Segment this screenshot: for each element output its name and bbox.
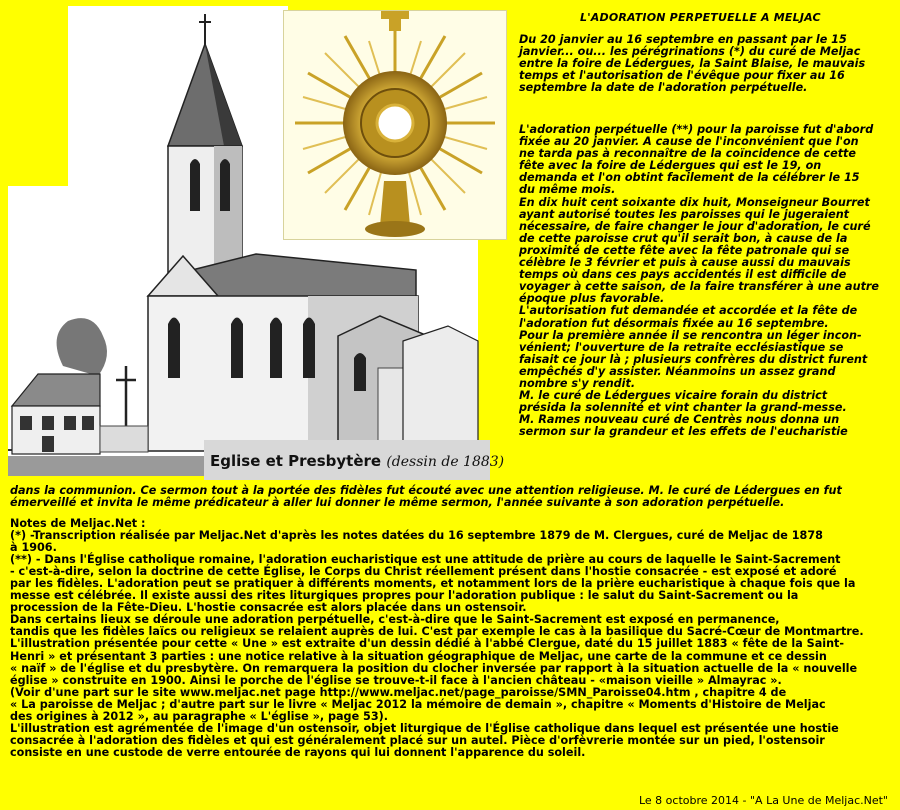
text-line: demanda et l'on obtint facilement de la célébrer le 15	[519, 171, 860, 185]
note-line: consiste en une custode de verre entourée de rayons qui lui donnent l'apparence du soleil.	[10, 745, 586, 759]
caption-main: Eglise et Presbytère	[210, 452, 382, 470]
monstrance-illustration	[284, 11, 506, 239]
text-line: septembre la date de l'adoration perpétuelle.	[519, 81, 808, 95]
note-line: (Voir d'une part sur le site www.meljac.net page http://www.meljac.net/page_paroisse/SMN_Paroisse04.htm , chapitre 4 de	[10, 685, 787, 699]
text-line: M. le curé de Lédergues vicaire forain du district	[519, 389, 828, 403]
note-line: L'illustration présentée pour cette « Une » est extraite d'un dessin dédié à l'abbé Clergue, daté du 15 juillet 1883 « fête de la Saint-	[10, 637, 845, 651]
note-line: L'illustration est agrémentée de l'image d'un ostensoir, objet liturgique de l'Église catholique dans lequel est présentée une hostie	[10, 721, 839, 735]
monstrance-image	[283, 10, 507, 240]
drawing-caption	[210, 452, 504, 470]
note-line: procession de la Fête-Dieu. L'hostie consacrée est alors placée dans un ostensoir.	[10, 601, 527, 615]
text-line: M. Rames nouveau curé de Centrès nous donna un	[519, 413, 840, 427]
text-line: nécessaire, de faire changer le jour d'adoration, le curé	[519, 219, 871, 233]
notes-heading: Notes de Meljac.Net :	[10, 517, 146, 530]
text-line: sermon sur la grandeur et les effets de l'eucharistie	[519, 425, 848, 439]
text-line: Du 20 janvier au 16 septembre en passant par le 15	[519, 33, 847, 46]
text-line: proximité de cette fête avec la fête patronale qui se	[519, 243, 850, 257]
continuation-paragraph	[10, 485, 900, 509]
text-line: L'adoration perpétuelle (**) pour la paroisse fut d'abord	[519, 123, 874, 136]
intro-paragraph	[519, 34, 899, 94]
text-line: L'autorisation fut demandée et accordée et la fête de	[519, 304, 858, 318]
text-line: voyager à cette saison, de la faire transférer à une autre	[519, 280, 880, 294]
page-title: L'ADORATION PERPETUELLE A MELJAC	[580, 11, 821, 24]
text-line: de cette paroisse crut qu'il serait bon, à cause de la	[519, 231, 848, 245]
note-line: (**) - Dans l'Église catholique romaine, l'adoration eucharistique est une attitude de prière au cours de laquelle le Saint-Sacrement	[10, 553, 841, 567]
note-line: à 1906.	[10, 541, 57, 555]
note-line: Henri » et présentant 3 parties : une notice relative à la situation géographique de Meljac, une carte de la commune et ce dessin	[10, 649, 827, 663]
text-line: ne tarda pas à reconnaître de la coïncidence de cette	[519, 147, 856, 161]
footer-date: Le 8 octobre 2014 - "A La Une de Meljac.Net"	[638, 794, 888, 807]
text-line: l'adoration fut désormais fixée au 16 septembre.	[519, 316, 829, 330]
text-line: fête avec la foire de Lédergues qui est le 19, on	[519, 159, 822, 173]
notes-section	[10, 518, 898, 759]
text-line: entre la foire de Lédergues, la Saint Blaise, le mauvais	[519, 57, 866, 71]
text-line: nombre s'y rendit.	[519, 376, 636, 390]
text-line: faisait ce jour là ; plusieurs confrères du district furent	[519, 352, 868, 366]
note-line: église » construite en 1900. Ainsi le porche de l'église se trouve-t-il face à l'ancien château - «maison vieille » Almayrac ».	[10, 673, 782, 687]
text-line: du même mois.	[519, 183, 616, 197]
text-line: temps et l'autorisation de l'évêque pour fixer au 16	[519, 69, 845, 83]
text-line: vénient; l'ouverture de la retraite ecclésiastique se	[519, 340, 844, 354]
note-line: par les fidèles. L'adoration peut se pratiquer à différents moments, et notamment lors de la prière eucharistique à chaque fois que la	[10, 577, 856, 591]
note-line: Dans certains lieux se déroule une adoration perpétuelle, c'est-à-dire que le Saint-Sacrement est exposé en permanence,	[10, 613, 780, 627]
text-line: Pour la première année il se rencontra un léger incon-	[519, 328, 862, 342]
text-line: présida la solennité et vint chanter la grand-messe.	[519, 401, 847, 415]
note-line: - c'est-à-dire, selon la doctrine de cette Église, le Corps du Christ réellement présent dans l'hostie consacrée - est exposé et adoré	[10, 565, 837, 579]
text-line: ayant autorisé toutes les paroisses qui le jugeraient	[519, 207, 850, 221]
caption-sub: (dessin de 1883)	[386, 454, 505, 470]
note-line: messe est célébrée. Il existe aussi des rites liturgiques propres pour l'adoration publique : le salut du Saint-Sacrement ou la	[10, 589, 799, 603]
text-line: émerveillé et invita le même prédicateur à aller lui donner le même sermon, l'année suivante à son adoration perpétuelle.	[10, 496, 785, 510]
text-line: célèbre le 3 février et puis à cause aussi du mauvais	[519, 256, 851, 270]
text-line: empêchés d'y assister. Néanmoins un assez grand	[519, 364, 836, 378]
note-line: consacrée à l'adoration des fidèles et qui est généralement placé sur un autel. Pièce d'orfèvrerie montée sur un pied, l'ostensoir	[10, 733, 825, 747]
note-line: « La paroisse de Meljac ; d'autre part sur le livre « Meljac 2012 la mémoire de demain », chapitre « Moments d'Histoire de Meljac	[10, 697, 826, 711]
note-line: « naïf » de l'église et du presbytère. On remarquera la position du clocher inversée par rapport à la situation actuelle de la « nouvelle	[10, 661, 858, 675]
note-line: tandis que les fidèles laïcs ou religieux se relaient auprès de lui. C'est par exemple le cas à la basilique du Sacré-Cœur de Montmartre.	[10, 625, 864, 639]
main-paragraph	[519, 124, 899, 438]
text-line: temps où dans ces pays accidentés il est difficile de	[519, 268, 847, 282]
text-line: janvier... ou... les pérégrinations (*) du curé de Meljac	[519, 45, 861, 59]
note-line: (*) -Transcription réalisée par Meljac.Net d'après les notes datées du 16 septembre 1879 de M. Clergues, curé de Meljac de 1878	[10, 529, 823, 543]
text-line: fixée au 20 janvier. A cause de l'inconvénient que l'on	[519, 135, 859, 149]
text-line: époque plus favorable.	[519, 292, 665, 306]
note-line: des origines à 2012 », au paragraphe « L'église », page 53).	[10, 709, 388, 723]
text-line: En dix huit cent soixante dix huit, Monseigneur Bourret	[519, 195, 870, 209]
text-line: dans la communion. Ce sermon tout à la portée des fidèles fut écouté avec une attention religieuse. M. le curé de Lédergues en fut	[10, 484, 842, 497]
